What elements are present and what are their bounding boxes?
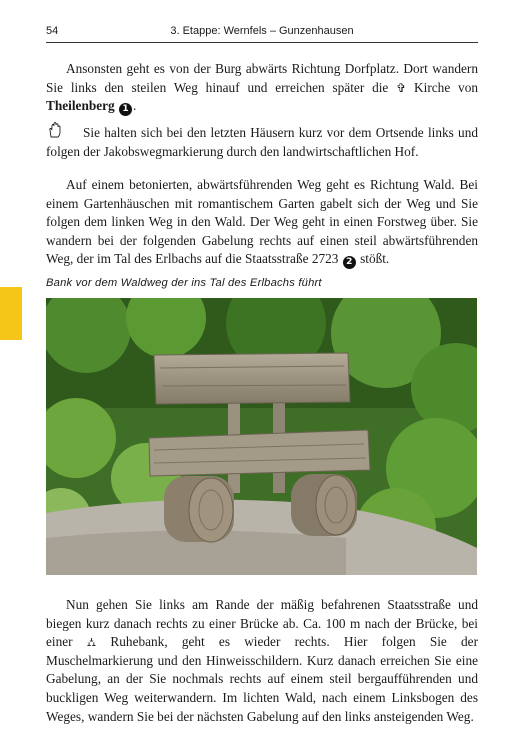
page-number: 54: [46, 25, 59, 37]
waypoint-marker-1: 1: [119, 103, 132, 116]
page-header: [46, 22, 478, 43]
paragraph-1: Ansonsten geht es von der Burg abwärts Richtung Dorfplatz. Dort wandern Sie links den steilen Weg hinauf und erreichen später die ✞ Kirche von Theilenberg 1 .: [46, 61, 478, 115]
bench-icon: ⛼: [86, 635, 97, 650]
bench-photo: [46, 298, 477, 575]
bench-photo-illustration: [46, 298, 477, 575]
paragraph-2: Sie halten sich bei den letzten Häusern kurz vor dem Ortsende links und folgen der Jakobswegmarkierung durch den landwirtschaftlichen Hof.: [46, 125, 478, 159]
chapter-edge-tab: [0, 287, 22, 340]
waypoint-marker-2: 2: [343, 256, 356, 269]
paragraph-4: Nun gehen Sie links am Rande der mäßig befahrenen Staatsstraße und biegen kurz danach rechts zu einer Brücke ab. Ca. 100 m nach der Brücke, bei einer ⛼ Ruhebank, geht es wieder rechts. Hier folgen Sie der Muschelmarkierung und den Hinweisschildern. Kurz danach erreichen Sie eine Gabelung, an der Sie nochmals rechts auf einem steil bergaufführenden und buckligen Weg weiterwandern. Im lichten Wald, nach einem Linksbogen des Weges, wandern Sie bei der nächsten Gabelung auf den links ansteigenden Weg.: [46, 597, 478, 724]
church-cross-icon: ✞: [396, 80, 407, 95]
photo-caption: Bank vor dem Waldweg der ins Tal des Erlbachs führt: [46, 277, 322, 289]
running-title: 3. Etappe: Wernfels – Gunzenhausen: [170, 25, 354, 37]
paragraph-3: Auf einem betonierten, abwärtsführenden Weg geht es Richtung Wald. Bei einem Gartenhäuschen mit romantischem Garten gabelt sich der Weg und Sie folgen dem linken Weg in den Wald. Der Weg geht in einen Forstweg über. Sie wandern bei der folgenden Gabelung rechts auf einen steil abwärtsführenden Weg, der im Tal des Erlbachs auf die Staatsstraße 2723 2 stößt.: [46, 177, 478, 268]
place-name: Theilenberg: [46, 98, 115, 114]
